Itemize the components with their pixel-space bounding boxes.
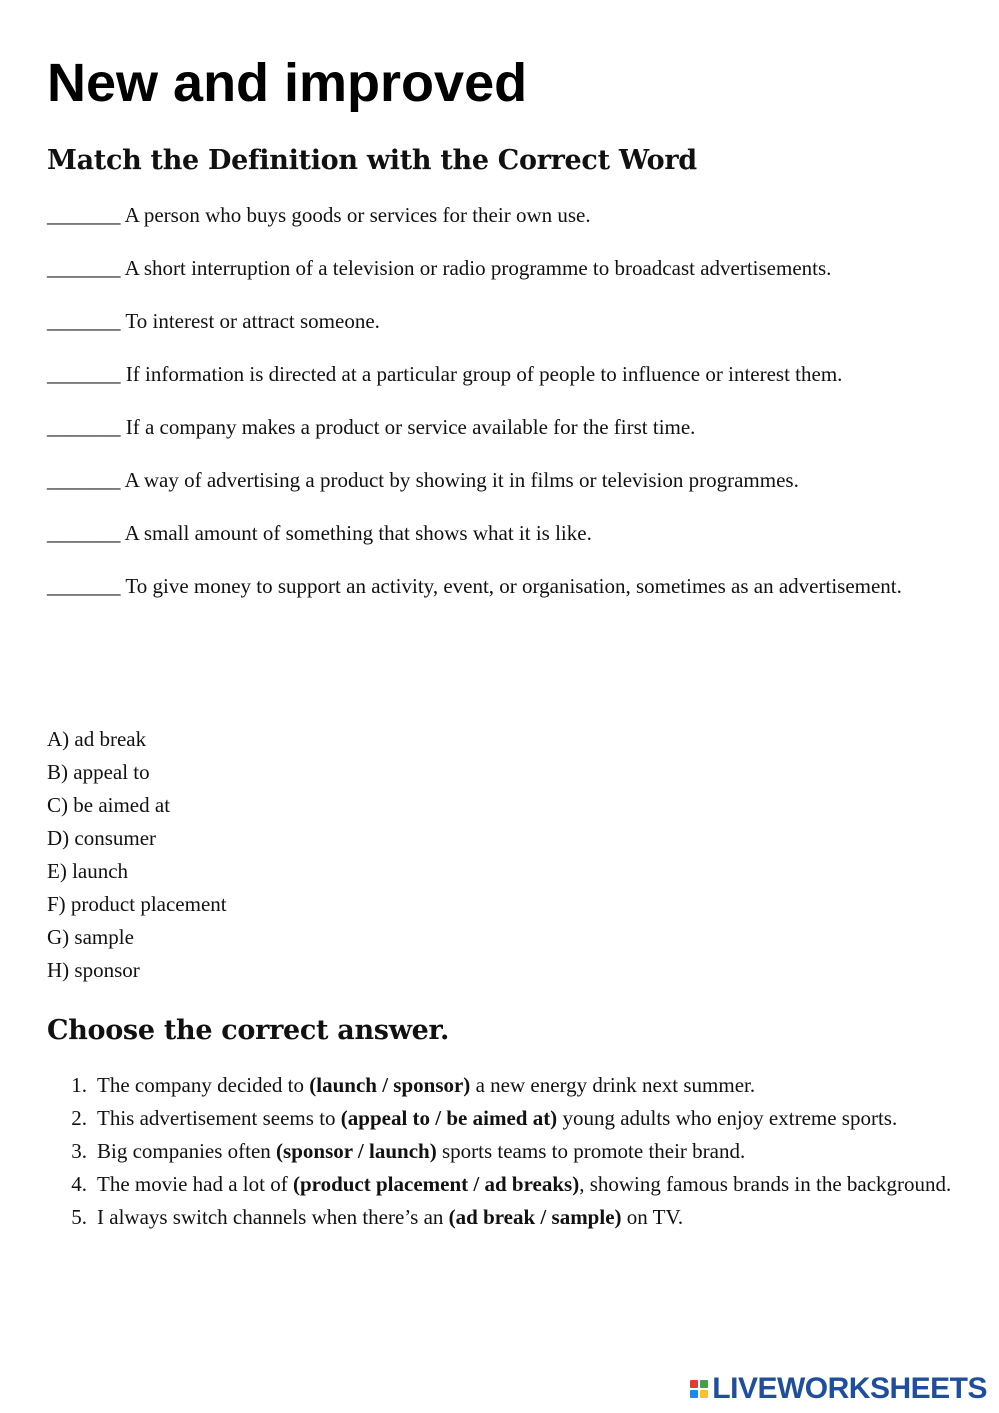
- answer-blank[interactable]: _______: [47, 362, 121, 386]
- word-option: E) launch: [47, 859, 129, 883]
- question-number: 4.: [71, 1172, 87, 1196]
- answer-choice[interactable]: (product placement / ad breaks): [292, 1172, 580, 1196]
- definition-item: [47, 358, 953, 391]
- definitions-list: [47, 199, 953, 623]
- brand-name: LIVEWORKSHEETS: [712, 1372, 987, 1405]
- answer-blank[interactable]: _______: [47, 468, 121, 492]
- logo-tile: [700, 1380, 708, 1388]
- liveworksheets-logo-icon: [690, 1380, 708, 1398]
- word-option: D) consumer: [47, 826, 157, 850]
- definition-text: A way of advertising a product by showing it in films or television programmes.: [124, 468, 799, 492]
- questions-list: [47, 1069, 953, 1234]
- answer-choice[interactable]: (ad break / sample): [448, 1205, 622, 1229]
- definition-item: [47, 305, 953, 338]
- question-text-before: The movie had a lot of: [97, 1172, 293, 1196]
- question-item: [47, 1201, 953, 1234]
- definition-item: [47, 252, 953, 285]
- question-text-before: Big companies often: [97, 1139, 277, 1163]
- question-text-before: The company decided to: [97, 1073, 310, 1097]
- definition-item: [47, 199, 953, 232]
- question-item: [47, 1135, 953, 1168]
- word-option: H) sponsor: [47, 958, 140, 982]
- question-text-before: This advertisement seems to: [97, 1106, 341, 1130]
- question-number: 3.: [71, 1139, 87, 1163]
- word-option: B) appeal to: [47, 760, 150, 784]
- answer-blank[interactable]: _______: [47, 309, 121, 333]
- question-text-after: a new energy drink next summer.: [470, 1073, 756, 1097]
- answer-blank[interactable]: _______: [47, 203, 121, 227]
- question-number: 2.: [71, 1106, 87, 1130]
- word-option: F) product placement: [47, 892, 227, 916]
- page-title: New and improved: [47, 53, 528, 113]
- definition-item: [47, 464, 953, 497]
- definition-item: [47, 570, 953, 603]
- word-option: C) be aimed at: [47, 793, 171, 817]
- question-item: [47, 1168, 953, 1201]
- section-heading-match: Match the Definition with the Correct Word: [47, 145, 697, 176]
- logo-tile: [690, 1380, 698, 1388]
- liveworksheets-logo[interactable]: [690, 1372, 987, 1406]
- definition-text: To give money to support an activity, event, or organisation, sometimes as an advertisement.: [125, 574, 902, 598]
- question-text-after: young adults who enjoy extreme sports.: [557, 1106, 898, 1130]
- question-item: [47, 1069, 953, 1102]
- answer-choice[interactable]: (sponsor / launch): [276, 1139, 437, 1163]
- definition-item: [47, 517, 953, 550]
- question-text-after: on TV.: [621, 1205, 684, 1229]
- definition-text: To interest or attract someone.: [125, 309, 380, 333]
- word-option: A) ad break: [47, 727, 147, 751]
- word-option: G) sample: [47, 925, 134, 949]
- answer-choice[interactable]: (appeal to / be aimed at): [340, 1106, 558, 1130]
- logo-tile: [690, 1390, 698, 1398]
- logo-tile: [700, 1390, 708, 1398]
- answer-choice[interactable]: (launch / sponsor): [309, 1073, 471, 1097]
- question-item: [47, 1102, 953, 1135]
- section-heading-choose: Choose the correct answer.: [47, 1015, 450, 1046]
- definition-text: If a company makes a product or service available for the first time.: [125, 415, 696, 439]
- question-number: 5.: [71, 1205, 87, 1229]
- word-options-list: [47, 723, 227, 987]
- question-text-after: sports teams to promote their brand.: [436, 1139, 746, 1163]
- question-number: 1.: [71, 1073, 87, 1097]
- question-text-after: , showing famous brands in the background.: [579, 1172, 952, 1196]
- answer-blank[interactable]: _______: [47, 256, 121, 280]
- definition-text: A small amount of something that shows what it is like.: [124, 521, 592, 545]
- question-text-before: I always switch channels when there’s an: [97, 1205, 449, 1229]
- definition-text: A short interruption of a television or radio programme to broadcast advertisements.: [124, 256, 832, 280]
- answer-blank[interactable]: _______: [47, 574, 121, 598]
- answer-blank[interactable]: _______: [47, 521, 121, 545]
- definition-item: [47, 411, 953, 444]
- answer-blank[interactable]: _______: [47, 415, 121, 439]
- definition-text: If information is directed at a particular group of people to influence or interest them.: [125, 362, 843, 386]
- definition-text: A person who buys goods or services for their own use.: [124, 203, 591, 227]
